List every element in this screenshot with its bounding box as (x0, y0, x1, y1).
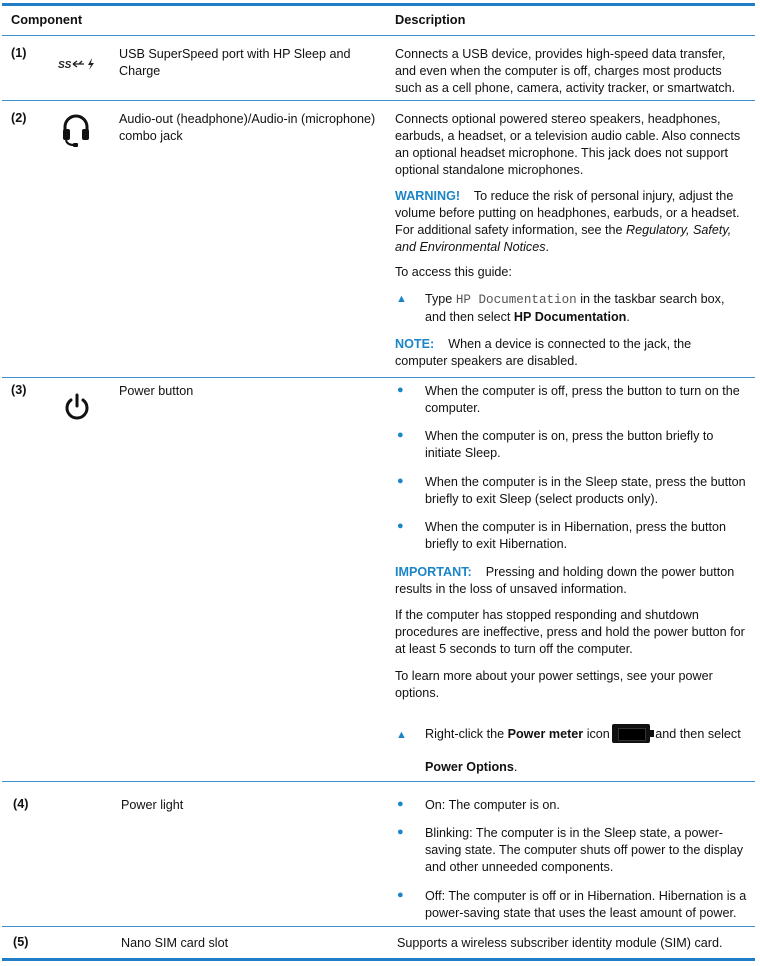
table-top-rule (2, 3, 755, 6)
procedure-step-continued: Power Options. (425, 760, 518, 774)
bullet-icon: ● (397, 826, 404, 838)
table-bottom-rule (2, 958, 755, 961)
bullet-icon: ● (397, 520, 404, 532)
important-label: IMPORTANT: (395, 565, 472, 579)
bullet-icon: ● (397, 429, 404, 441)
note-text: When a device is connected to the jack, the computer speakers are disabled. (395, 337, 692, 368)
component-description: Connects optional powered stereo speakers, headphones, earbuds, a headset, or a television audio cable. Also connects an optional headset microphone. This jack does not support optional standalone microphones. (395, 112, 741, 177)
row-number: (4) (13, 797, 29, 811)
list-item: Off: The computer is off or in Hibernation. Hibernation is a power-saving state that uses the least amount of power. (425, 889, 747, 920)
important-notice (395, 564, 745, 598)
row-divider (2, 926, 755, 927)
paragraph: If the computer has stopped responding and shutdown procedures are ineffective, press and hold the power button for at least 5 seconds to turn off the computer. (395, 608, 745, 656)
warning-notice: WARNING! To reduce the risk of personal injury, adjust the volume before putting on headphones, earbuds, or a headset. For additional safety information, see the Regulatory, Safety, and Environmental Notices. (395, 189, 740, 254)
step-text: Right-click the (425, 727, 505, 741)
step-target: HP Documentation (513, 310, 627, 324)
warning-label: WARNING! (395, 189, 461, 203)
list-item: When the computer is on, press the button briefly to initiate Sleep. (425, 429, 714, 460)
step-target: Power meter (507, 727, 584, 741)
component-description: Supports a wireless subscriber identity module (SIM) card. (397, 936, 723, 950)
step-text: icon (586, 727, 610, 741)
row-divider (2, 377, 755, 378)
step-target: Power Options (425, 760, 514, 774)
row-number: (3) (11, 383, 27, 397)
component-description: Connects a USB device, provides high-speed data transfer, and even when the computer is off, charges most products such as a cell phone, camera, activity tracker, or smartwatch. (395, 47, 736, 95)
component-name: USB SuperSpeed port with HP Sleep and Charge (119, 47, 351, 78)
step-text: in the taskbar search box, and then select (425, 292, 725, 324)
bullet-icon: ● (397, 384, 404, 396)
important-text: Pressing and holding down the power button results in the loss of unsaved information. (395, 565, 735, 596)
row-number: (1) (11, 46, 27, 60)
paragraph: To learn more about your power settings, see your power options. (395, 669, 713, 700)
search-term: HP Documentation (455, 293, 577, 307)
svg-text:SS: SS (58, 60, 72, 71)
warning-text: To reduce the risk of personal injury, adjust the volume before putting on headphones, earbuds, or a headset. For additional safety information, see the (395, 189, 740, 237)
list-item: Blinking: The computer is in the Sleep state, a power-saving state. The computer shuts off power to the display and other unneeded components. (425, 826, 744, 874)
headset-icon (61, 112, 91, 151)
header-description: Description (395, 12, 466, 27)
row-divider (2, 781, 755, 782)
list-item: When the computer is in the Sleep state, press the button briefly to exit Sleep (select products only). (425, 475, 746, 506)
list-item: When the computer is off, press the button to turn on the computer. (425, 384, 740, 415)
row-divider (2, 100, 755, 101)
list-item: On: The computer is on. (425, 798, 560, 812)
step-marker-icon: ▲ (396, 729, 407, 741)
component-name: Nano SIM card slot (121, 936, 229, 950)
power-icon (63, 392, 91, 425)
row-number: (5) (13, 935, 29, 949)
step-text: Type (425, 292, 453, 306)
note-notice (395, 336, 745, 370)
bullet-icon: ● (397, 475, 404, 487)
step-marker-icon: ▲ (396, 293, 407, 305)
step-text: and then select (655, 727, 741, 741)
battery-icon (612, 724, 650, 743)
component-name: Power light (121, 798, 184, 812)
row-number: (2) (11, 111, 27, 125)
component-name: Power button (119, 384, 194, 398)
bullet-icon: ● (397, 889, 404, 901)
bullet-icon: ● (397, 798, 404, 810)
procedure-step: Type HP Documentation in the taskbar search box, and then select HP Documentation. (425, 292, 725, 324)
procedure-step (425, 724, 747, 744)
access-text: To access this guide: (395, 265, 512, 279)
component-name: Audio-out (headphone)/Audio-in (microphone) combo jack (119, 112, 376, 143)
usb-superspeed-charge-icon (58, 57, 98, 74)
header-component: Component (11, 12, 83, 27)
header-rule (2, 35, 755, 36)
list-item: When the computer is in Hibernation, press the button briefly to exit Hibernation. (425, 520, 727, 551)
note-label: NOTE: (395, 337, 435, 351)
document-reference: Regulatory, Safety, and Environmental Notices (395, 223, 732, 254)
